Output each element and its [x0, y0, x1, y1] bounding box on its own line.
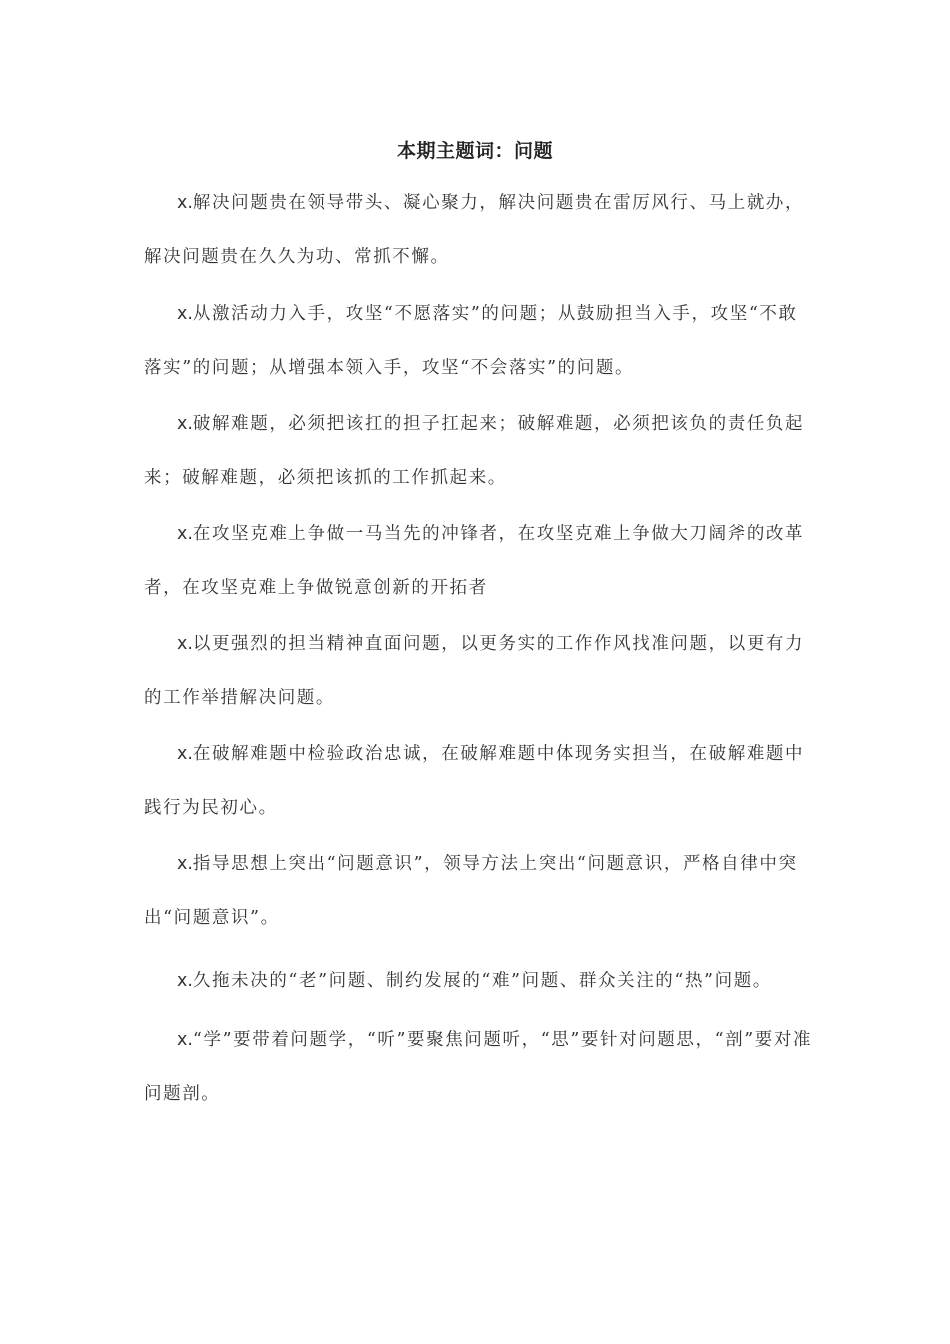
item-marker: x. — [177, 634, 193, 654]
item-marker: x. — [177, 971, 193, 991]
list-item — [144, 1013, 814, 1121]
list-item — [144, 954, 814, 1008]
item-marker: x. — [177, 414, 193, 434]
item-text: 解决问题贵在领导带头、凝心聚力，解决问题贵在雷厉风行、马上就办，解决问题贵在久久为功、常抓不懈。 — [144, 193, 805, 267]
item-text: 在攻坚克难上争做一马当先的冲锋者，在攻坚克难上争做大刀阔斧的改革者，在攻坚克难上争做锐意创新的开拓者 — [144, 524, 805, 598]
item-text: 久拖未决的“老”问题、制约发展的“难”问题、群众关注的“热”问题。 — [192, 971, 772, 991]
item-marker: x. — [177, 744, 193, 764]
list-item — [144, 837, 814, 945]
item-text: 从激活动力入手，攻坚“不愿落实”的问题；从鼓励担当入手，攻坚“不敢落实”的问题；从增强本领入手，攻坚“不会落实”的问题。 — [144, 304, 798, 378]
page-title: 本期主题词：问题 — [396, 140, 553, 162]
list-item — [144, 176, 814, 284]
item-text: 以更强烈的担当精神直面问题，以更务实的工作作风找准问题，以更有力的工作举措解决问题。 — [144, 634, 805, 708]
item-text: “学”要带着问题学，“听”要聚焦问题听，“思”要针对问题思，“剖”要对准问题剖。 — [144, 1030, 813, 1104]
list-item — [144, 287, 814, 395]
item-marker: x. — [177, 1030, 193, 1050]
item-text: 指导思想上突出“问题意识”，领导方法上突出“问题意识，严格自律中突出“问题意识”。 — [144, 854, 798, 928]
item-text: 破解难题，必须把该扛的担子扛起来；破解难题，必须把该负的责任负起来；破解难题，必须把该抓的工作抓起来。 — [144, 414, 805, 488]
item-text: 在破解难题中检验政治忠诚，在破解难题中体现务实担当，在破解难题中践行为民初心。 — [144, 744, 805, 818]
item-marker: x. — [177, 193, 193, 213]
list-item — [144, 617, 814, 725]
item-marker: x. — [177, 854, 193, 874]
item-marker: x. — [177, 524, 193, 544]
list-item — [144, 507, 814, 615]
list-item — [144, 397, 814, 505]
list-item — [144, 727, 814, 835]
item-marker: x. — [177, 304, 193, 324]
